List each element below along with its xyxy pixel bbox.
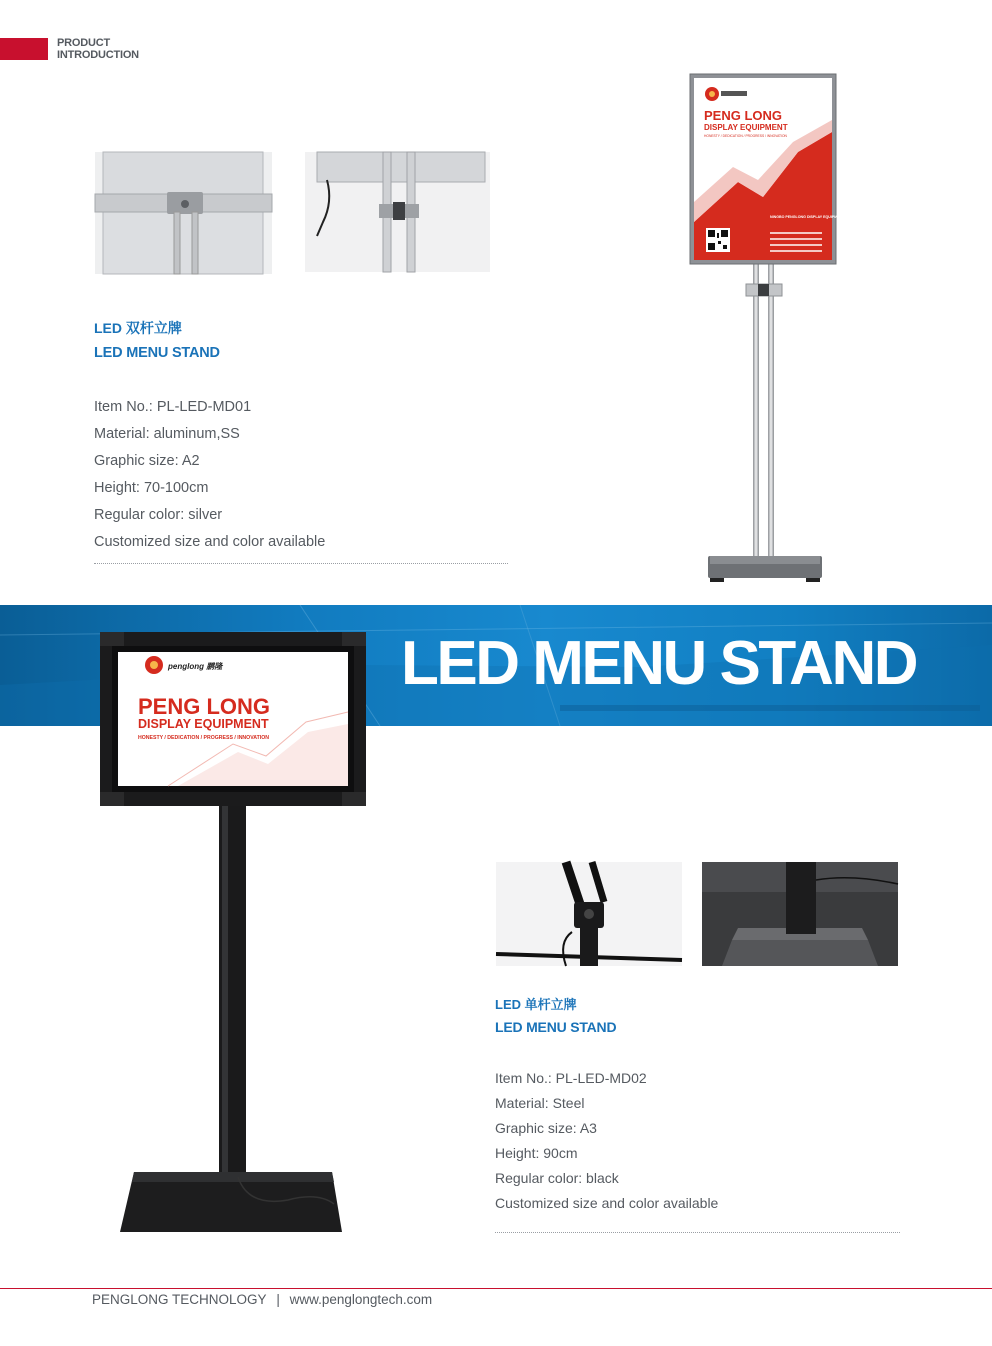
header-accent-bar — [0, 38, 48, 60]
product2-poster-subtitle: DISPLAY EQUIPMENT — [138, 717, 269, 731]
product2-spec-custom: Customized size and color available — [495, 1195, 719, 1211]
product1-spec-color: Regular color: silver — [94, 507, 223, 523]
banner-title: LED MENU STAND — [401, 629, 916, 698]
product1-title-en: LED MENU STAND — [94, 345, 220, 361]
qr-code-icon — [706, 228, 730, 252]
product2-spec-item-no: Item No.: PL-LED-MD02 — [495, 1070, 647, 1086]
footer-separator: | — [276, 1292, 280, 1307]
product2-spec-material: Material: Steel — [495, 1095, 585, 1111]
detail-photo-base — [702, 862, 898, 966]
product1-poster-slogan: HONESTY / DEDICATION / PROGRESS / INNOVATION — [704, 134, 787, 138]
footer — [92, 1292, 432, 1307]
product1-spec-height: Height: 70-100cm — [94, 480, 209, 496]
product2-poster-brand: PENG LONG — [138, 694, 271, 719]
detail-photo-clamp — [305, 152, 490, 272]
product1-poster-brand: PENG LONG — [704, 108, 783, 123]
product1-divider — [94, 563, 508, 564]
detail-photo-hinge — [496, 862, 682, 966]
section-tag — [57, 37, 139, 61]
product1-spec-list — [94, 394, 325, 556]
section-tag-line1: PRODUCT — [57, 37, 110, 49]
section-tag-line2: INTRODUCTION — [57, 49, 139, 61]
product2-spec-graphic-size: Graphic size: A3 — [495, 1120, 597, 1136]
product2-poster-slogan: HONESTY / DEDICATION / PROGRESS / INNOVATION — [138, 735, 270, 741]
product2-poster-logo-text: penglong 鹏隆 — [168, 662, 223, 671]
product1-poster-subtitle: DISPLAY EQUIPMENT — [704, 123, 788, 132]
product1-spec-graphic-size: Graphic size: A2 — [94, 453, 200, 469]
detail-photo-bracket — [95, 152, 272, 274]
product1-stand-image — [688, 72, 860, 587]
product2-title-cn: LED 单杆立牌 — [495, 997, 577, 1012]
product2-title-en: LED MENU STAND — [495, 1019, 617, 1035]
footer-divider — [0, 1288, 992, 1289]
product1-spec-material: Material: aluminum,SS — [94, 426, 240, 442]
product1-poster-company: NINGBO PENGLONG DISPLAY EQUIPMENT CO.,LTD — [770, 215, 860, 219]
product1-spec-item-no: Item No.: PL-LED-MD01 — [94, 399, 252, 415]
footer-website-link[interactable]: www.penglongtech.com — [289, 1292, 433, 1307]
product1-spec-custom: Customized size and color available — [94, 534, 326, 550]
product2-stand-image — [98, 632, 368, 1237]
footer-company: PENGLONG TECHNOLOGY — [92, 1292, 267, 1307]
product2-divider — [495, 1232, 900, 1233]
product1-title-cn: LED 双杆立牌 — [94, 320, 182, 336]
product2-spec-list — [495, 1066, 718, 1216]
product2-spec-color: Regular color: black — [495, 1170, 619, 1186]
product2-spec-height: Height: 90cm — [495, 1145, 578, 1161]
